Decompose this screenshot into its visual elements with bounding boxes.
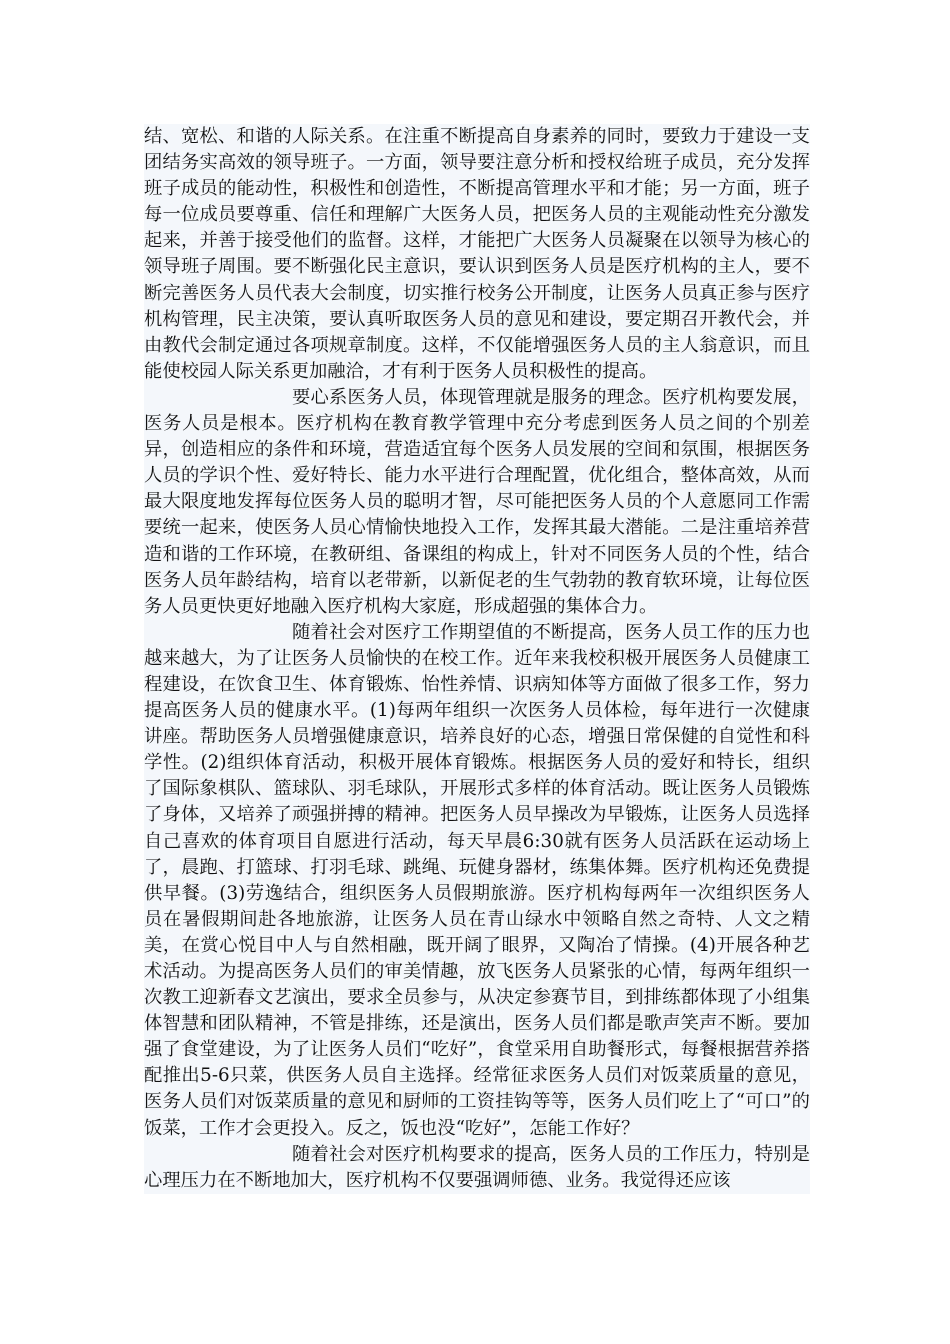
paragraph-pressure: 随着社会对医疗机构要求的提高，医务人员的工作压力，特别是心理压力在不断地加大，医疗机构不仅要强调师德、业务。我觉得还应该 [144, 1143, 810, 1191]
paragraph-staff-care: 要心系医务人员，体现管理就是服务的理念。医疗机构要发展，医务人员是根本。医疗机构在教育教学管理中充分考虑到医务人员之间的个别差异，创造相应的条件和环境，营造适宜每个医务人员发展的空间和氛围，根据医务人员的学识个性、爱好特长、能力水平进行合理配置，优化组合，整体高效，从而最大限度地发挥每位医务人员的聪明才智，尽可能把医务人员的个人意愿同工作需要统一起来，使医务人员心情愉快地投入工作，发挥其最大潜能。二是注重培养营造和谐的工作环境，在教研组、备课组的构成上，针对不同医务人员的个性，结合医务人员年龄结构，培育以老带新，以新促老的生气勃勃的教育软环境，让每位医务人员更快更好地融入医疗机构大家庭，形成超强的集体合力。 [144, 386, 810, 617]
document-body [144, 124, 810, 1194]
paragraph-health-program: 随着社会对医疗工作期望值的不断提高，医务人员工作的压力也越来越大，为了让医务人员愉快的在校工作。近年来我校积极开展医务人员健康工程建设，在饮食卫生、体育锻炼、怡性养情、识病知体等方面做了很多工作，努力提高医务人员的健康水平。(1)每两年组织一次医务人员体检，每年进行一次健康讲座。帮助医务人员增强健康意识，培养良好的心态，增强日常保健的自觉性和科学性。(2)组织体育活动，积极开展体育锻炼。根据医务人员的爱好和特长，组织了国际象棋队、篮球队、羽毛球队，开展形式多样的体育活动。既让医务人员锻炼了身体，又培养了顽强拼搏的精神。把医务人员早操改为早锻炼，让医务人员选择自己喜欢的体育项目自愿进行活动，每天早晨6:30就有医务人员活跃在运动场上了，晨跑、打篮球、打羽毛球、跳绳、玩健身器材，练集体舞。医疗机构还免费提供早餐。(3)劳逸结合，组织医务人员假期旅游。医疗机构每两年一次组织医务人员在暑假期间赴各地旅游，让医务人员在青山绿水中领略自然之奇特、人文之精美，在赏心悦目中人与自然相融，既开阔了眼界，又陶冶了情操。(4)开展各种艺术活动。为提高医务人员们的审美情趣，放飞医务人员紧张的心情，每两年组织一次教工迎新春文艺演出，要求全员参与，从决定参赛节目，到排练都体现了小组集体智慧和团队精神，不管是排练，还是演出，医务人员们都是歌声笑声不断。要加强了食堂建设，为了让医务人员们“吃好”，食堂采用自助餐形式，每餐根据营养搭配推出5-6只菜，供医务人员自主选择。经常征求医务人员们对饭菜质量的意见，医务人员们对饭菜质量的意见和厨师的工资挂钩等等，医务人员们吃上了“可口”的饭菜，工作才会更投入。反之，饭也没“吃好”，怎能工作好？ [144, 621, 810, 1139]
paragraph-continuation: 结、宽松、和谐的人际关系。在注重不断提高自身素养的同时，要致力于建设一支团结务实高效的领导班子。一方面，领导要注意分析和授权给班子成员，充分发挥班子成员的能动性，积极性和创造性，不断提高管理水平和才能；另一方面，班子每一位成员要尊重、信任和理解广大医务人员，把医务人员的主观能动性充分激发起来，并善于接受他们的监督。这样，才能把广大医务人员凝聚在以领导为核心的领导班子周围。要不断强化民主意识，要认识到医务人员是医疗机构的主人，要不断完善医务人员代表大会制度，切实推行校务公开制度，让医务人员真正参与医疗机构管理，民主决策，要认真听取医务人员的意见和建设，要定期召开教代会，并由教代会制定通过各项规章制度。这样，不仅能增强医务人员的主人翁意识，而且能使校园人际关系更加融洽，才有利于医务人员积极性的提高。 [144, 126, 810, 382]
